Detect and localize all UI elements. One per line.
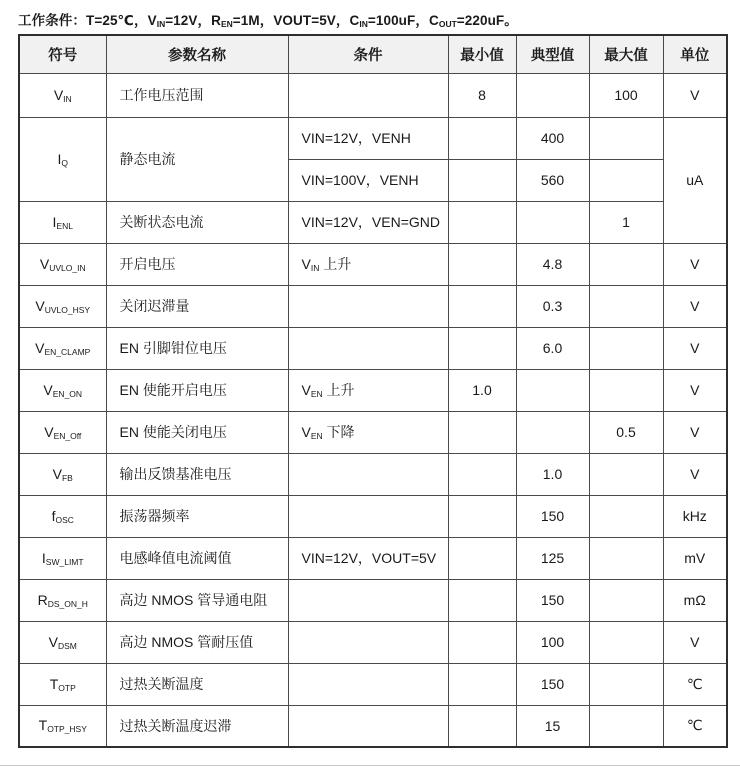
cell-condition: $V_{EN}$ 上升 [288, 369, 448, 411]
cell-symbol: $V_{UVLO\_HSY}$ [19, 285, 106, 327]
cell-unit: ℃ [663, 663, 727, 705]
cell-max [589, 705, 663, 747]
cell-max [589, 663, 663, 705]
cell-param: EN 引脚钳位电压 [106, 327, 288, 369]
cell-typ: 560 [516, 159, 589, 201]
cell-condition [288, 663, 448, 705]
cell-max [589, 453, 663, 495]
cell-typ: 15 [516, 705, 589, 747]
cell-min [448, 285, 516, 327]
cell-symbol: $V_{UVLO\_IN}$ [19, 243, 106, 285]
operating-conditions-line: 工作条件：T=25℃，$V_{IN}=12V$，$R_{EN}=1M$，VOUT=5V，$C_{IN}=100uF$，$C_{OUT}=220uF$。 [18, 13, 518, 29]
cell-unit: uA [663, 117, 727, 243]
cell-max [589, 579, 663, 621]
cell-typ: 1.0 [516, 453, 589, 495]
cell-unit: V [663, 369, 727, 411]
table-row-vfb [19, 453, 727, 495]
col-header-typ: 典型值 [516, 35, 589, 73]
col-header-min: 最小值 [448, 35, 516, 73]
cell-min [448, 579, 516, 621]
cell-condition [288, 285, 448, 327]
cell-symbol: $V_{EN\_ON}$ [19, 369, 106, 411]
cell-condition [288, 327, 448, 369]
cell-max [589, 327, 663, 369]
cell-param: 关断状态电流 [106, 201, 288, 243]
cell-unit: mV [663, 537, 727, 579]
cell-condition [288, 495, 448, 537]
cell-typ [516, 73, 589, 117]
cell-min [448, 201, 516, 243]
cell-symbol: $T_{OTP\_HSY}$ [19, 705, 106, 747]
cell-min: 1.0 [448, 369, 516, 411]
cell-unit: V [663, 243, 727, 285]
cell-unit: ℃ [663, 705, 727, 747]
table-row-ven-clamp [19, 327, 727, 369]
page-bottom-divider [0, 765, 740, 766]
cell-min [448, 327, 516, 369]
cell-max [589, 243, 663, 285]
cell-symbol: $I_{ENL}$ [19, 201, 106, 243]
cell-symbol: $V_{IN}$ [19, 73, 106, 117]
cell-unit: V [663, 327, 727, 369]
cell-condition: VIN=12V，VEN=GND [288, 201, 448, 243]
cell-min [448, 117, 516, 159]
cell-unit: V [663, 411, 727, 453]
table-body [19, 73, 727, 747]
cell-condition: VIN=100V，VENH [288, 159, 448, 201]
cell-condition [288, 73, 448, 117]
table-row-vuvlo-in [19, 243, 727, 285]
cell-max [589, 495, 663, 537]
cell-typ: 6.0 [516, 327, 589, 369]
table-row-vdsm [19, 621, 727, 663]
cell-param: 关闭迟滞量 [106, 285, 288, 327]
cell-symbol: $V_{DSM}$ [19, 621, 106, 663]
cell-param: 开启电压 [106, 243, 288, 285]
cell-param: 电感峰值电流阈值 [106, 537, 288, 579]
cell-param: 高边 NMOS 管导通电阻 [106, 579, 288, 621]
cell-symbol: $I_Q$ [19, 117, 106, 201]
cell-condition: $V_{EN}$ 下降 [288, 411, 448, 453]
table-header [19, 35, 727, 73]
cell-min [448, 621, 516, 663]
cell-unit: V [663, 285, 727, 327]
cell-symbol: $V_{EN\_CLAMP}$ [19, 327, 106, 369]
cell-condition [288, 621, 448, 663]
cell-param: 静态电流 [106, 117, 288, 201]
cell-max [589, 285, 663, 327]
col-header-max: 最大值 [589, 35, 663, 73]
table-row-iq-a [19, 117, 727, 159]
cell-typ: 150 [516, 495, 589, 537]
cell-unit: mΩ [663, 579, 727, 621]
table-row-totp [19, 663, 727, 705]
table-row-vin [19, 73, 727, 117]
cell-max: 1 [589, 201, 663, 243]
table-row-rds-on-h [19, 579, 727, 621]
table-row-totp-hsy [19, 705, 727, 747]
cell-max: 100 [589, 73, 663, 117]
cell-condition [288, 579, 448, 621]
cell-max [589, 117, 663, 159]
cell-param: 输出反馈基准电压 [106, 453, 288, 495]
cell-param: 振荡器频率 [106, 495, 288, 537]
cell-max [589, 537, 663, 579]
cell-condition [288, 705, 448, 747]
cell-symbol: $V_{FB}$ [19, 453, 106, 495]
cell-min [448, 453, 516, 495]
cell-typ [516, 201, 589, 243]
table-row-vuvlo-hsy [19, 285, 727, 327]
header-row [19, 35, 727, 73]
cell-typ: 0.3 [516, 285, 589, 327]
cell-min: 8 [448, 73, 516, 117]
cell-param: 工作电压范围 [106, 73, 288, 117]
cell-param: EN 使能开启电压 [106, 369, 288, 411]
cell-symbol: $V_{EN\_Off}$ [19, 411, 106, 453]
cell-condition: VIN=12V，VENH [288, 117, 448, 159]
cell-min [448, 411, 516, 453]
cell-condition: $V_{IN}$ 上升 [288, 243, 448, 285]
cell-typ [516, 369, 589, 411]
cell-min [448, 663, 516, 705]
cell-max: 0.5 [589, 411, 663, 453]
cell-condition [288, 453, 448, 495]
cell-unit: V [663, 73, 727, 117]
table-row-ven-on [19, 369, 727, 411]
col-header-param: 参数名称 [106, 35, 288, 73]
cell-condition: VIN=12V，VOUT=5V [288, 537, 448, 579]
cell-min [448, 705, 516, 747]
cell-typ [516, 411, 589, 453]
cell-unit: V [663, 453, 727, 495]
electrical-spec-table [18, 34, 728, 748]
cell-symbol: $T_{OTP}$ [19, 663, 106, 705]
cell-max [589, 621, 663, 663]
cell-typ: 100 [516, 621, 589, 663]
table-row-ven-off [19, 411, 727, 453]
table-row-isw-limt [19, 537, 727, 579]
cell-min [448, 495, 516, 537]
table-row-ienl [19, 201, 727, 243]
col-header-unit: 单位 [663, 35, 727, 73]
cell-typ: 4.8 [516, 243, 589, 285]
col-header-symbol: 符号 [19, 35, 106, 73]
cell-min [448, 243, 516, 285]
cell-unit: kHz [663, 495, 727, 537]
cell-symbol: $I_{SW\_LIMT}$ [19, 537, 106, 579]
cell-param: 过热关断温度 [106, 663, 288, 705]
cell-symbol: $f_{OSC}$ [19, 495, 106, 537]
cell-param: 过热关断温度迟滞 [106, 705, 288, 747]
cell-param: 高边 NMOS 管耐压值 [106, 621, 288, 663]
cell-typ: 150 [516, 663, 589, 705]
col-header-condition: 条件 [288, 35, 448, 73]
cell-min [448, 537, 516, 579]
table-row-fosc [19, 495, 727, 537]
cell-typ: 400 [516, 117, 589, 159]
cell-typ: 125 [516, 537, 589, 579]
cell-param: EN 使能关闭电压 [106, 411, 288, 453]
cell-max [589, 369, 663, 411]
cell-min [448, 159, 516, 201]
cell-max [589, 159, 663, 201]
cell-typ: 150 [516, 579, 589, 621]
cell-symbol: $R_{DS\_ON\_H}$ [19, 579, 106, 621]
cell-unit: V [663, 621, 727, 663]
